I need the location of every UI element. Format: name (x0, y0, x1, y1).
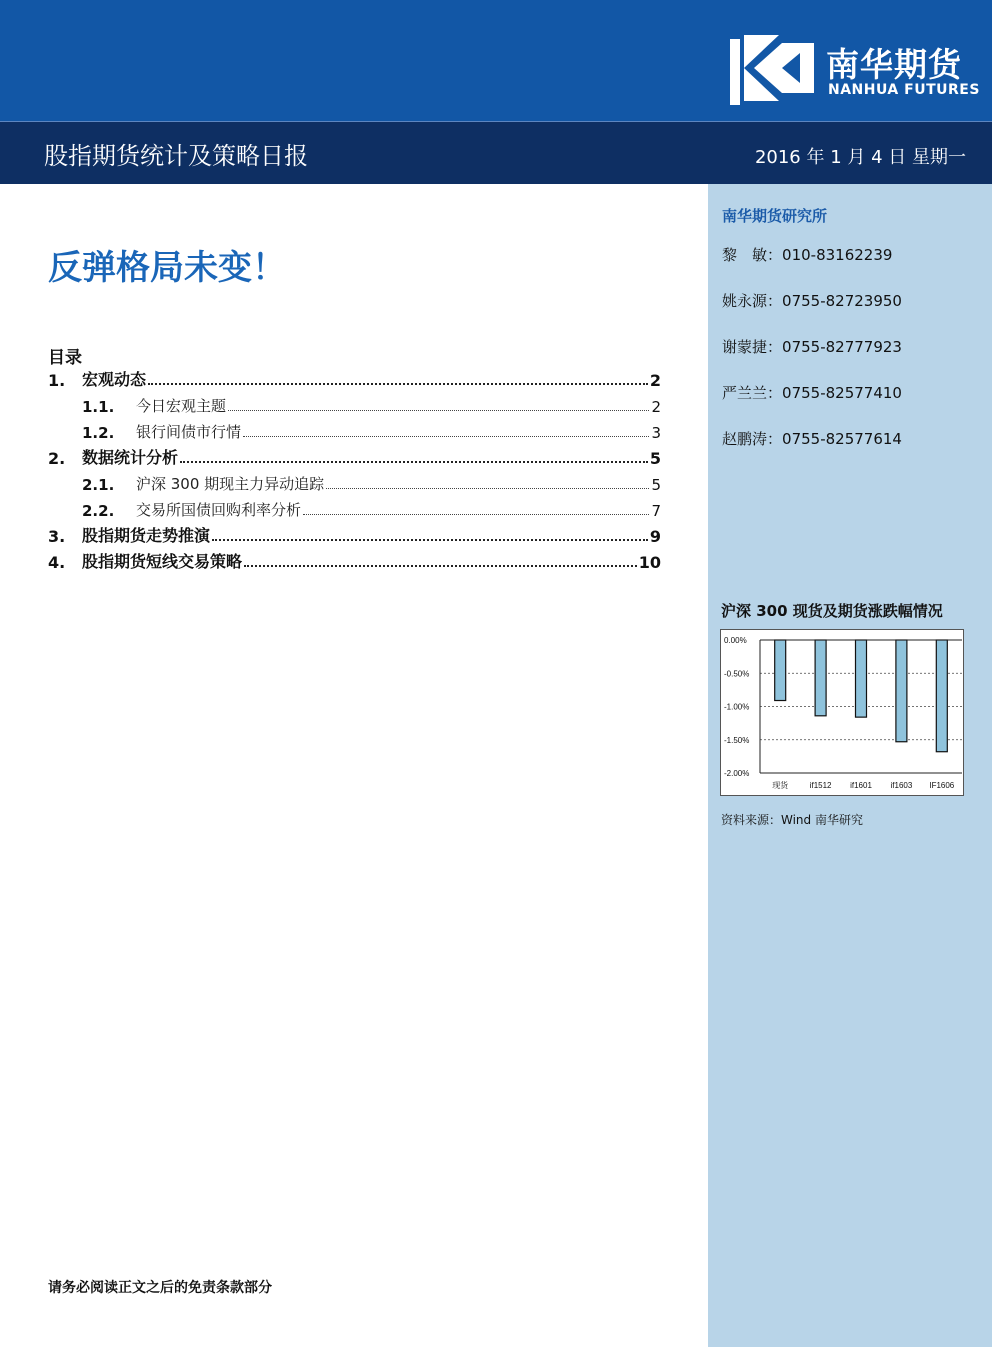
bar (936, 640, 947, 752)
x-tick-label: 现货 (772, 781, 789, 790)
toc-entry[interactable] (48, 394, 661, 416)
analyst-name: 谢蒙捷 (722, 338, 768, 356)
logo-chinese-name: 南华期货 (826, 45, 962, 84)
analyst-contact: 谢蒙捷：0755-82777923 (722, 338, 902, 356)
bar (775, 640, 786, 701)
toc-number: 3. (48, 527, 66, 546)
toc-label: 股指期货走势推演 (82, 526, 211, 545)
toc-label: 交易所国债回购利率分析 (136, 501, 302, 519)
toc-leader (212, 538, 648, 541)
toc-number: 4. (48, 553, 66, 572)
chart-title: 沪深 300 现货及期货涨跌幅情况 (721, 602, 943, 620)
report-name: 股指期货统计及策略日报 (44, 142, 308, 170)
toc-page: 5 (649, 449, 661, 468)
toc-number: 2.2. (82, 502, 115, 520)
toc-label: 宏观动态 (82, 370, 147, 389)
toc-leader (244, 564, 637, 567)
analyst-name: 姚永源 (722, 292, 768, 310)
nanhua-logo (730, 33, 980, 108)
analyst-contact: 姚永源：0755-82723950 (722, 292, 902, 310)
headline: 反弹格局未变！ (48, 248, 286, 288)
toc-number: 2.1. (82, 476, 115, 494)
analyst-phone: 0755-82577410 (782, 384, 902, 402)
analyst-contact: 赵鹏涛：0755-82577614 (722, 430, 902, 448)
x-tick-label: if1601 (850, 781, 872, 790)
bar (896, 640, 907, 742)
nanhua-emblem-icon (730, 33, 822, 108)
analyst-name: 黎 敏 (722, 246, 768, 264)
toc-page: 2 (649, 371, 661, 390)
disclaimer: 请务必阅读正文之后的免责条款部分 (48, 1280, 272, 1296)
bar (815, 640, 826, 716)
logo-english-name: NANHUA FUTURES (828, 82, 980, 98)
bar (856, 640, 867, 717)
y-tick-label: 0.00% (724, 636, 747, 645)
analyst-phone: 0755-82577614 (782, 430, 902, 448)
toc-number: 1.1. (82, 398, 115, 416)
toc-label: 数据统计分析 (82, 448, 179, 467)
toc-leader (180, 460, 648, 463)
toc-leader (303, 513, 649, 515)
toc-entry[interactable] (48, 446, 661, 468)
toc-page: 2 (651, 398, 661, 416)
toc-leader (228, 409, 649, 411)
toc-label: 沪深 300 期现主力异动追踪 (136, 475, 325, 493)
bar-chart (721, 630, 963, 795)
toc-entry[interactable] (48, 420, 661, 442)
analyst-name: 赵鹏涛 (722, 430, 768, 448)
analyst-phone: 0755-82723950 (782, 292, 902, 310)
toc-page: 5 (651, 476, 661, 494)
report-date: 2016 年 1 月 4 日 星期一 (754, 147, 966, 168)
analyst-phone: 010-83162239 (782, 246, 893, 264)
toc-page: 7 (651, 502, 661, 520)
chart-frame (720, 629, 964, 796)
y-tick-label: -1.00% (724, 702, 750, 712)
toc-page: 3 (651, 424, 661, 442)
toc-number: 2. (48, 449, 66, 468)
toc-label: 股指期货短线交易策略 (82, 552, 243, 571)
toc-leader (243, 435, 649, 437)
toc-number: 1.2. (82, 424, 115, 442)
y-tick-label: -0.50% (724, 669, 750, 679)
toc-page: 10 (638, 553, 661, 572)
analyst-phone: 0755-82777923 (782, 338, 902, 356)
x-tick-label: IF1606 (929, 781, 955, 790)
toc-entry[interactable] (48, 498, 661, 520)
toc-entry[interactable] (48, 368, 661, 390)
analyst-name: 严兰兰 (722, 384, 768, 402)
y-tick-label: -2.00% (724, 769, 750, 778)
toc-entry[interactable] (48, 524, 661, 546)
toc-leader (148, 382, 648, 385)
analyst-contact: 严兰兰：0755-82577410 (722, 384, 902, 402)
toc-page: 9 (649, 527, 661, 546)
x-tick-label: if1512 (809, 781, 832, 790)
analyst-contact: 黎 敏：010-83162239 (722, 246, 893, 264)
x-tick-label: if1603 (890, 781, 913, 790)
toc-title: 目录 (48, 348, 82, 368)
toc-label: 今日宏观主题 (136, 397, 227, 415)
y-tick-label: -1.50% (724, 735, 750, 745)
toc-leader (326, 487, 649, 489)
toc-entry[interactable] (48, 472, 661, 494)
toc-label: 银行间债市行情 (136, 423, 242, 441)
toc-entry[interactable] (48, 550, 661, 572)
toc-number: 1. (48, 371, 66, 390)
chart-source: 资料来源：Wind 南华研究 (721, 813, 863, 827)
research-institute: 南华期货研究所 (722, 207, 828, 225)
